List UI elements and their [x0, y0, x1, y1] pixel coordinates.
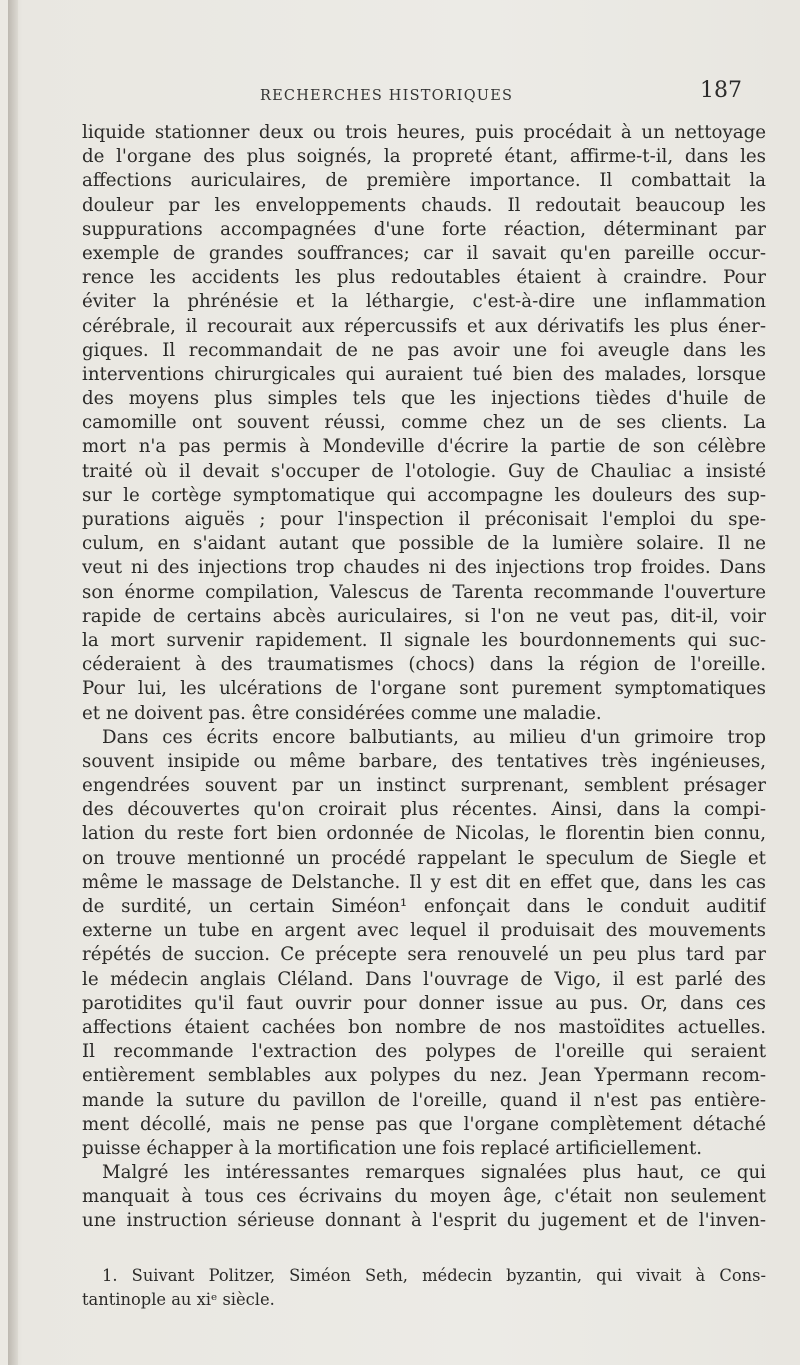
text-line: répétés de succion. Ce précepte sera renouvelé un peu plus tard par	[82, 944, 766, 966]
text-line: interventions chirurgicales qui auraient tué bien des malades, lorsque	[82, 363, 766, 385]
footnote-line: tantinople au xiᵉ siècle.	[82, 1290, 275, 1309]
text-line: cérébrale, il recourait aux répercussifs et aux dérivatifs les plus éner-	[82, 315, 766, 337]
footnote-line: 1. Suivant Politzer, Siméon Seth, médecin byzantin, qui vivait à Cons-	[102, 1266, 766, 1285]
text-line: ment décollé, mais ne pense pas que l'organe complètement détaché	[82, 1113, 766, 1135]
text-line: exemple de grandes souffrances; car il savait qu'en pareille occur-	[82, 242, 766, 264]
text-line: affections étaient cachées bon nombre de nos mastoïdites actuelles.	[82, 1016, 766, 1038]
text-line: camomille ont souvent réussi, comme chez un de ses clients. La	[82, 412, 766, 434]
text-line: mande la suture du pavillon de l'oreille, quand il n'est pas entière-	[82, 1089, 766, 1111]
text-line: sur le cortège symptomatique qui accompagne les douleurs des sup-	[82, 484, 766, 506]
footnotes	[82, 1264, 766, 1312]
text-line: de l'organe des plus soignés, la propreté étant, affirme-t-il, dans les	[82, 146, 766, 168]
text-line: purations aiguës ; pour l'inspection il préconisait l'emploi du spe-	[82, 509, 766, 530]
text-line: veut ni des injections trop chaudes ni des injections trop froides. Dans	[82, 557, 766, 579]
running-head: RECHERCHES HISTORIQUES	[260, 88, 514, 104]
text-line: des découvertes qu'on croirait plus récentes. Ainsi, dans la compi-	[82, 799, 766, 821]
text-line: on trouve mentionné un procédé rappelant le speculum de Siegle et	[82, 847, 766, 869]
text-line: puisse échapper à la mortification une fois replacé artificiellement.	[82, 1137, 703, 1159]
text-line: et ne doivent pas. être considérées comme une maladie.	[82, 702, 602, 724]
text-line: Pour lui, les ulcérations de l'organe sont purement symptomatiques	[82, 678, 766, 700]
text-line: de surdité, un certain Siméon¹ enfonçait dans le conduit auditif	[82, 896, 766, 917]
text-line: parotidites qu'il faut ouvrir pour donner issue au pus. Or, dans ces	[82, 992, 766, 1014]
text-line: affections auriculaires, de première importance. Il combattait la	[82, 170, 766, 192]
text-line: engendrées souvent par un instinct surprenant, semblent présager	[82, 775, 766, 797]
text-line: entièrement semblables aux polypes du nez. Jean Ypermann recom-	[82, 1065, 766, 1087]
text-line: une instruction sérieuse donnant à l'esprit du jugement et de l'inven-	[82, 1210, 766, 1232]
text-line: lation du reste fort bien ordonnée de Nicolas, le florentin bien connu,	[82, 823, 766, 845]
page-number: 187	[700, 78, 742, 103]
text-line: la mort survenir rapidement. Il signale les bourdonnements qui suc-	[82, 629, 766, 651]
text-line: douleur par les enveloppements chauds. Il redoutait beaucoup les	[82, 194, 766, 216]
text-line: giques. Il recommandait de ne pas avoir une foi aveugle dans les	[82, 339, 766, 361]
text-line: suppurations accompagnées d'une forte réaction, déterminant par	[82, 218, 766, 240]
text-line: mort n'a pas permis à Mondeville d'écrire la partie de son célèbre	[82, 436, 766, 458]
text-line: manquait à tous ces écrivains du moyen âge, c'était non seulement	[82, 1186, 766, 1208]
text-line: liquide stationner deux ou trois heures, puis procédait à un nettoyage	[82, 122, 766, 143]
text-line: culum, en s'aidant autant que possible de la lumière solaire. Il ne	[82, 533, 766, 555]
text-line: Il recommande l'extraction des polypes de l'oreille qui seraient	[82, 1041, 766, 1063]
text-line: rapide de certains abcès auriculaires, si l'on ne veut pas, dit-il, voir	[82, 605, 766, 627]
text-line: Malgré les intéressantes remarques signalées plus haut, ce qui	[102, 1162, 766, 1184]
text-line: des moyens plus simples tels que les injections tièdes d'huile de	[82, 388, 766, 410]
text-line: le médecin anglais Cléland. Dans l'ouvrage de Vigo, il est parlé des	[82, 968, 766, 990]
text-line: Dans ces écrits encore balbutiants, au milieu d'un grimoire trop	[102, 726, 766, 748]
text-line: son énorme compilation, Valescus de Tarenta recommande l'ouverture	[82, 581, 766, 603]
page-spine-shadow	[8, 0, 18, 1365]
text-line: souvent insipide ou même barbare, des tentatives très ingénieuses,	[82, 750, 766, 772]
text-line: même le massage de Delstanche. Il y est dit en effet que, dans les cas	[82, 871, 766, 893]
text-line: traité où il devait s'occuper de l'otologie. Guy de Chauliac a insisté	[82, 460, 766, 482]
body-text	[82, 121, 766, 1234]
page-header	[0, 78, 800, 108]
text-line: céderaient à des traumatismes (chocs) dans la région de l'oreille.	[82, 654, 766, 676]
text-line: éviter la phrénésie et la léthargie, c'est-à-dire une inflammation	[82, 291, 766, 313]
text-line: rence les accidents les plus redoutables étaient à craindre. Pour	[82, 267, 766, 289]
text-line: externe un tube en argent avec lequel il produisait des mouvements	[82, 920, 766, 942]
